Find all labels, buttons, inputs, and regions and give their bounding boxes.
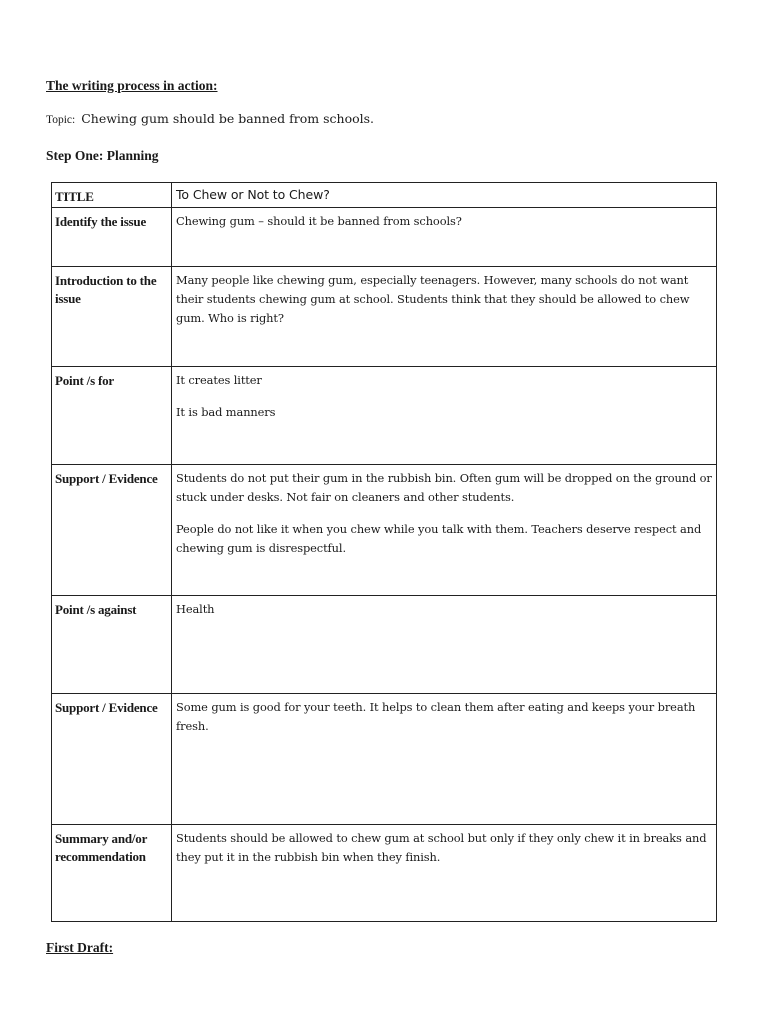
content-paragraph: Chewing gum – should it be banned from schools? <box>176 214 462 228</box>
table-row <box>52 183 717 208</box>
table-row <box>52 367 717 465</box>
row-label: Identify the issue <box>52 208 172 267</box>
topic-label: Topic: <box>46 114 76 126</box>
content-paragraph: Students should be allowed to chew gum at school but only if they only chew it in breaks and they put it in the rubbish bin when they finish. <box>176 831 707 864</box>
content-paragraph: It creates litter <box>176 373 262 387</box>
row-content <box>172 694 717 825</box>
step-heading: Step One: Planning <box>46 148 159 163</box>
row-content <box>172 596 717 694</box>
row-label: Summary and/or recommendation <box>52 825 172 922</box>
content-paragraph: Many people like chewing gum, especially teenagers. However, many schools do not want their students chewing gum at school. Students think that they should be allowed to chew gum. Who is right? <box>176 273 690 325</box>
content-paragraph: It is bad manners <box>176 405 276 419</box>
row-label: TITLE <box>52 183 172 208</box>
row-label: Support / Evidence <box>52 465 172 596</box>
row-label: Support / Evidence <box>52 694 172 825</box>
table-row <box>52 694 717 825</box>
table-row <box>52 825 717 922</box>
content-paragraph: People do not like it when you chew while you talk with them. Teachers deserve respect and chewing gum is disrespectful. <box>176 522 702 555</box>
topic-text: Chewing gum should be banned from schools. <box>81 111 375 126</box>
row-content <box>172 825 717 922</box>
table-row <box>52 267 717 367</box>
row-content <box>172 267 717 367</box>
row-content <box>172 367 717 465</box>
planning-table <box>51 182 717 922</box>
topic-line <box>46 111 374 127</box>
row-content <box>172 208 717 267</box>
table-row <box>52 208 717 267</box>
content-paragraph: Health <box>176 602 215 616</box>
table-row <box>52 465 717 596</box>
table-row <box>52 596 717 694</box>
content-paragraph: To Chew or Not to Chew? <box>176 187 330 202</box>
row-label: Introduction to the issue <box>52 267 172 367</box>
row-content <box>172 183 717 208</box>
first-draft-heading: First Draft: <box>46 940 114 955</box>
row-label: Point /s against <box>52 596 172 694</box>
document-heading: The writing process in action: <box>46 78 218 93</box>
row-label: Point /s for <box>52 367 172 465</box>
row-content <box>172 465 717 596</box>
content-paragraph: Students do not put their gum in the rubbish bin. Often gum will be dropped on the ground or stuck under desks. Not fair on cleaners and other students. <box>176 471 712 504</box>
content-paragraph: Some gum is good for your teeth. It helps to clean them after eating and keeps your breath fresh. <box>176 700 696 733</box>
